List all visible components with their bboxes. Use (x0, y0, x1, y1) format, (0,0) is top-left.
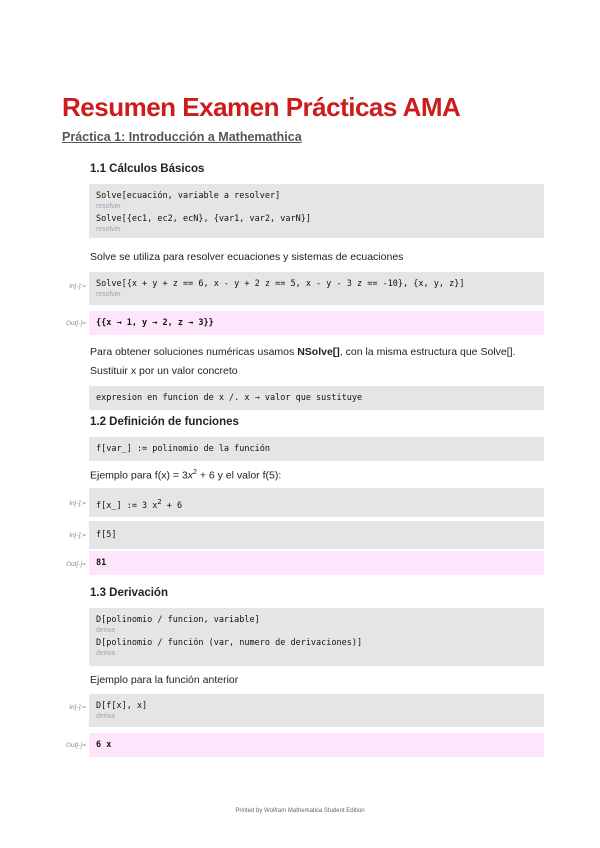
paragraph-substitute: Sustituir x por un valor concreto (90, 365, 238, 377)
nsolve-text-pre: Para obtener soluciones numéricas usamos (90, 346, 298, 358)
output-solve-result: {{x → 1, y → 2, z → 3}} (96, 318, 214, 328)
output-derivative: 6 x (96, 740, 112, 750)
input-label: In[-]:= (69, 532, 86, 539)
input-solve-code: Solve[{x + y + z == 6, x - y + 2 z == 5, x - y - 3 z == -10}, {x, y, z}] (96, 279, 465, 289)
hint-resolver: resolver (96, 203, 121, 210)
input-derivative: D[f[x], x] (96, 701, 148, 711)
input-label: In[-]:= (69, 283, 86, 290)
page-title: Resumen Examen Prácticas AMA (62, 92, 461, 122)
input-label: In[-]:= (69, 704, 86, 711)
hint-deriva: deriva (96, 713, 116, 720)
code-block-substitute[interactable] (89, 386, 544, 410)
paragraph-example-f (90, 469, 281, 482)
output-cell-solve (89, 311, 544, 335)
section-heading-1-3: 1.3 Derivación (90, 587, 168, 599)
example-text-pre: Ejemplo para f(x) = 3 (90, 469, 188, 482)
input-cell-define-f[interactable] (89, 488, 544, 517)
code-define-function: f[var_] := polinomio de la función (96, 444, 270, 454)
input-cell-derivative[interactable] (89, 694, 544, 727)
paragraph-solve-desc: Solve se utiliza para resolver ecuaciones y sistemas de ecuaciones (90, 251, 404, 263)
nsolve-keyword: NSolve[] (297, 346, 340, 358)
output-label: Out[-]= (65, 561, 86, 568)
input-eval-f: f[5] (96, 530, 117, 540)
output-label: Out[-]= (65, 320, 86, 327)
input-label: In[-]:= (69, 500, 86, 507)
code-block-define-function[interactable] (89, 437, 544, 461)
page-subtitle: Práctica 1: Introducción a Mathemathica (62, 130, 302, 144)
section-heading-1-2: 1.2 Definición de funciones (90, 416, 239, 428)
code-derivative-basic: D[polinomio / funcion, variable] (96, 615, 260, 625)
nsolve-text-post: , con la misma estructura que Solve[]. (339, 346, 516, 358)
code-solve-single: Solve[ecuación, variable a resolver] (96, 191, 281, 201)
define-f-exponent: 2 (157, 498, 162, 506)
example-exponent: 2 (193, 469, 197, 476)
paragraph-nsolve (90, 346, 515, 358)
input-define-f (96, 494, 537, 514)
code-derivative-nth: D[polinomio / función (var, numero de derivaciones)] (96, 638, 363, 648)
define-f-pre: f[x_] := 3 x (96, 500, 158, 511)
output-cell-derivative (89, 733, 544, 757)
paragraph-derivative-example: Ejemplo para la función anterior (90, 674, 239, 686)
example-text-post: + 6 y el valor f(5): (196, 469, 282, 482)
code-block-derivative-syntax[interactable] (89, 608, 544, 666)
hint-deriva: deriva (96, 650, 116, 657)
code-block-solve-syntax[interactable] (89, 184, 544, 238)
input-cell-solve[interactable] (89, 272, 544, 305)
hint-deriva: deriva (96, 627, 116, 634)
hint-resolver: resolver (96, 226, 121, 233)
example-variable: x (187, 469, 194, 482)
output-label: Out[-]= (65, 742, 86, 749)
output-cell-eval-f (89, 551, 544, 575)
hint-resolver: resolver (96, 291, 121, 298)
input-cell-eval-f[interactable] (89, 521, 544, 549)
page-footer: Printed by Wolfram Mathematica Student Edition (235, 808, 365, 814)
code-substitute: expresion en funcion de x /. x → valor que sustituye (96, 393, 363, 403)
code-solve-system: Solve[{ec1, ec2, ecN}, {var1, var2, varN}] (96, 214, 311, 224)
output-eval-f: 81 (96, 558, 107, 568)
define-f-post: + 6 (161, 500, 183, 511)
section-heading-1-1: 1.1 Cálculos Básicos (90, 163, 205, 175)
